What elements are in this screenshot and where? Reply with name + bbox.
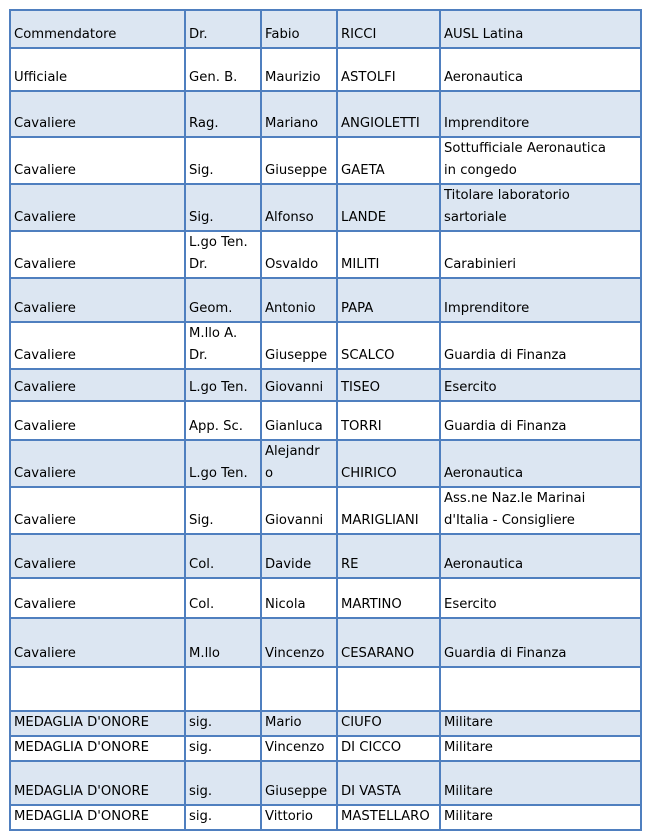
cell-text-line: sartoriale (444, 210, 507, 225)
cell-text: Geom. (189, 301, 233, 316)
cell-text: Guardia di Finanza (444, 419, 567, 434)
cell-text: Esercito (444, 380, 497, 395)
cell-last-name (337, 184, 440, 231)
cell-title (185, 736, 261, 761)
cell-text: Cavaliere (14, 380, 76, 395)
table-row (10, 711, 641, 736)
cell-text: Cavaliere (14, 646, 76, 661)
cell-text: Carabinieri (444, 257, 517, 272)
cell-text: Sig. (189, 513, 214, 528)
cell-text: CHIRICO (341, 466, 397, 481)
cell-text: MEDAGLIA D'ONORE (14, 715, 149, 730)
cell-text: Vincenzo (265, 740, 325, 755)
cell-affiliation (440, 618, 641, 667)
cell-last-name (337, 231, 440, 278)
cell-text: RE (341, 557, 359, 572)
cell-text-line: Titolare laboratorio (444, 188, 570, 203)
cell-first-name (261, 440, 337, 487)
cell-affiliation (440, 487, 641, 534)
cell-text: Cavaliere (14, 348, 76, 363)
cell-text: Giovanni (265, 380, 324, 395)
cell-first-name (261, 667, 337, 711)
cell-title (185, 369, 261, 401)
cell-text: Guardia di Finanza (444, 348, 567, 363)
cell-text: sig. (189, 740, 213, 755)
cell-last-name (337, 401, 440, 440)
table-row (10, 322, 641, 369)
cell-last-name (337, 736, 440, 761)
cell-text: Cavaliere (14, 210, 76, 225)
cell-text-line: Dr. (189, 348, 208, 363)
cell-text: MEDAGLIA D'ONORE (14, 809, 149, 824)
cell-affiliation (440, 440, 641, 487)
cell-first-name (261, 369, 337, 401)
cell-honor (10, 805, 185, 830)
cell-text: Antonio (265, 301, 316, 316)
cell-text: Imprenditore (444, 301, 530, 316)
cell-text: MEDAGLIA D'ONORE (14, 740, 149, 755)
table-row (10, 278, 641, 322)
cell-text: Commendatore (14, 27, 117, 42)
cell-text: TISEO (341, 380, 381, 395)
cell-affiliation (440, 91, 641, 137)
cell-text: MARTINO (341, 597, 402, 612)
cell-last-name (337, 805, 440, 830)
cell-honor (10, 137, 185, 184)
cell-text: LANDE (341, 210, 387, 225)
cell-title (185, 278, 261, 322)
cell-affiliation (440, 736, 641, 761)
cell-title (185, 10, 261, 48)
cell-text-line: d'Italia - Consigliere (444, 513, 575, 528)
cell-honor (10, 91, 185, 137)
table-row (10, 137, 641, 184)
cell-text: TORRI (341, 419, 382, 434)
cell-honor (10, 667, 185, 711)
cell-first-name (261, 534, 337, 578)
cell-affiliation (440, 401, 641, 440)
table-row (10, 578, 641, 618)
table-row (10, 761, 641, 805)
cell-title (185, 137, 261, 184)
table-row (10, 534, 641, 578)
cell-text: Cavaliere (14, 466, 76, 481)
cell-title (185, 578, 261, 618)
cell-last-name (337, 322, 440, 369)
cell-text: Sig. (189, 210, 214, 225)
cell-text: Mariano (265, 116, 319, 131)
cell-text: Militare (444, 740, 493, 755)
cell-honor (10, 278, 185, 322)
cell-title (185, 487, 261, 534)
cell-affiliation (440, 711, 641, 736)
cell-text-line: Dr. (189, 257, 208, 272)
cell-text: Aeronautica (444, 70, 524, 85)
cell-text: Gianluca (265, 419, 323, 434)
cell-last-name (337, 137, 440, 184)
cell-title (185, 805, 261, 830)
cell-text: Sig. (189, 163, 214, 178)
cell-text: Giuseppe (265, 784, 328, 799)
cell-text: Vittorio (265, 809, 313, 824)
cell-last-name (337, 534, 440, 578)
cell-text: sig. (189, 784, 213, 799)
cell-text: Ufficiale (14, 70, 68, 85)
cell-first-name (261, 487, 337, 534)
cell-first-name (261, 278, 337, 322)
cell-text: Maurizio (265, 70, 321, 85)
cell-text-line: L.go Ten. (189, 235, 248, 250)
cell-text: AUSL Latina (444, 27, 524, 42)
cell-affiliation (440, 10, 641, 48)
honors-table-body (10, 10, 641, 830)
cell-affiliation (440, 534, 641, 578)
cell-affiliation (440, 667, 641, 711)
cell-honor (10, 736, 185, 761)
cell-text: Alfonso (265, 210, 314, 225)
cell-honor (10, 578, 185, 618)
cell-affiliation (440, 322, 641, 369)
table-row (10, 48, 641, 91)
cell-text: Aeronautica (444, 466, 524, 481)
cell-last-name (337, 711, 440, 736)
honors-table (9, 9, 642, 831)
cell-affiliation (440, 48, 641, 91)
cell-text: Nicola (265, 597, 306, 612)
cell-honor (10, 322, 185, 369)
cell-text: Aeronautica (444, 557, 524, 572)
table-row (10, 10, 641, 48)
cell-text: CIUFO (341, 715, 382, 730)
cell-text: Imprenditore (444, 116, 530, 131)
cell-first-name (261, 322, 337, 369)
cell-text: Cavaliere (14, 513, 76, 528)
cell-honor (10, 231, 185, 278)
cell-text: Cavaliere (14, 257, 76, 272)
cell-text: DI VASTA (341, 784, 401, 799)
cell-honor (10, 48, 185, 91)
cell-first-name (261, 137, 337, 184)
cell-honor (10, 401, 185, 440)
cell-text-line: o (265, 466, 274, 481)
cell-affiliation (440, 369, 641, 401)
cell-first-name (261, 184, 337, 231)
cell-text: Cavaliere (14, 597, 76, 612)
table-row (10, 184, 641, 231)
cell-first-name (261, 91, 337, 137)
cell-text: PAPA (341, 301, 374, 316)
cell-text: L.go Ten. (189, 380, 248, 395)
cell-title (185, 618, 261, 667)
table-row (10, 440, 641, 487)
cell-title (185, 184, 261, 231)
cell-text: MASTELLARO (341, 809, 430, 824)
cell-affiliation (440, 278, 641, 322)
cell-title (185, 322, 261, 369)
cell-honor (10, 487, 185, 534)
cell-title (185, 401, 261, 440)
cell-text: Cavaliere (14, 163, 76, 178)
cell-text: sig. (189, 715, 213, 730)
cell-honor (10, 618, 185, 667)
cell-text: Gen. B. (189, 70, 238, 85)
cell-text: Militare (444, 715, 493, 730)
cell-affiliation (440, 137, 641, 184)
cell-text: M.llo (189, 646, 220, 661)
cell-affiliation (440, 231, 641, 278)
cell-last-name (337, 440, 440, 487)
cell-affiliation (440, 578, 641, 618)
cell-first-name (261, 578, 337, 618)
cell-first-name (261, 711, 337, 736)
table-row (10, 231, 641, 278)
cell-text: Davide (265, 557, 312, 572)
cell-text: Cavaliere (14, 301, 76, 316)
cell-text: GAETA (341, 163, 385, 178)
cell-text-line: Sottufficiale Aeronautica (444, 141, 606, 156)
cell-first-name (261, 736, 337, 761)
cell-text: Col. (189, 597, 215, 612)
cell-text: RICCI (341, 27, 377, 42)
cell-text: CESARANO (341, 646, 415, 661)
cell-honor (10, 711, 185, 736)
cell-first-name (261, 10, 337, 48)
cell-text: Rag. (189, 116, 219, 131)
cell-title (185, 711, 261, 736)
cell-honor (10, 440, 185, 487)
table-row (10, 369, 641, 401)
cell-honor (10, 534, 185, 578)
cell-last-name (337, 578, 440, 618)
cell-title (185, 231, 261, 278)
cell-last-name (337, 369, 440, 401)
cell-text: L.go Ten. (189, 466, 248, 481)
cell-first-name (261, 805, 337, 830)
cell-affiliation (440, 761, 641, 805)
cell-affiliation (440, 184, 641, 231)
cell-honor (10, 369, 185, 401)
cell-text: Col. (189, 557, 215, 572)
cell-last-name (337, 48, 440, 91)
cell-text: Militare (444, 809, 493, 824)
table-row (10, 667, 641, 711)
cell-text: Cavaliere (14, 557, 76, 572)
cell-title (185, 48, 261, 91)
cell-last-name (337, 667, 440, 711)
cell-first-name (261, 401, 337, 440)
cell-text: Giuseppe (265, 163, 328, 178)
table-row (10, 91, 641, 137)
cell-text: Esercito (444, 597, 497, 612)
table-row (10, 805, 641, 830)
cell-text: Osvaldo (265, 257, 319, 272)
cell-text: App. Sc. (189, 419, 243, 434)
cell-honor (10, 10, 185, 48)
table-row (10, 736, 641, 761)
cell-text: ANGIOLETTI (341, 116, 420, 131)
cell-text: Guardia di Finanza (444, 646, 567, 661)
cell-first-name (261, 231, 337, 278)
cell-text-line: M.llo A. (189, 326, 238, 341)
table-row (10, 487, 641, 534)
cell-first-name (261, 761, 337, 805)
cell-last-name (337, 487, 440, 534)
cell-honor (10, 761, 185, 805)
cell-text-line: in congedo (444, 163, 517, 178)
cell-text: Cavaliere (14, 419, 76, 434)
cell-title (185, 91, 261, 137)
cell-last-name (337, 10, 440, 48)
cell-last-name (337, 278, 440, 322)
cell-text: SCALCO (341, 348, 395, 363)
cell-text: Dr. (189, 27, 208, 42)
cell-text: Mario (265, 715, 302, 730)
cell-title (185, 761, 261, 805)
cell-text: Cavaliere (14, 116, 76, 131)
table-row (10, 618, 641, 667)
cell-title (185, 440, 261, 487)
cell-last-name (337, 91, 440, 137)
cell-last-name (337, 618, 440, 667)
cell-text: sig. (189, 809, 213, 824)
cell-text: ASTOLFI (341, 70, 396, 85)
cell-honor (10, 184, 185, 231)
cell-text: Fabio (265, 27, 300, 42)
cell-text-line: Alejandr (265, 444, 320, 459)
cell-text: MILITI (341, 257, 380, 272)
cell-first-name (261, 48, 337, 91)
cell-title (185, 667, 261, 711)
table-row (10, 401, 641, 440)
cell-title (185, 534, 261, 578)
cell-text: MARIGLIANI (341, 513, 419, 528)
cell-text: MEDAGLIA D'ONORE (14, 784, 149, 799)
cell-affiliation (440, 805, 641, 830)
cell-last-name (337, 761, 440, 805)
cell-text: Vincenzo (265, 646, 325, 661)
cell-text-line: Ass.ne Naz.le Marinai (444, 491, 586, 506)
cell-text: DI CICCO (341, 740, 402, 755)
cell-first-name (261, 618, 337, 667)
cell-text: Giuseppe (265, 348, 328, 363)
cell-text: Giovanni (265, 513, 324, 528)
cell-text: Militare (444, 784, 493, 799)
